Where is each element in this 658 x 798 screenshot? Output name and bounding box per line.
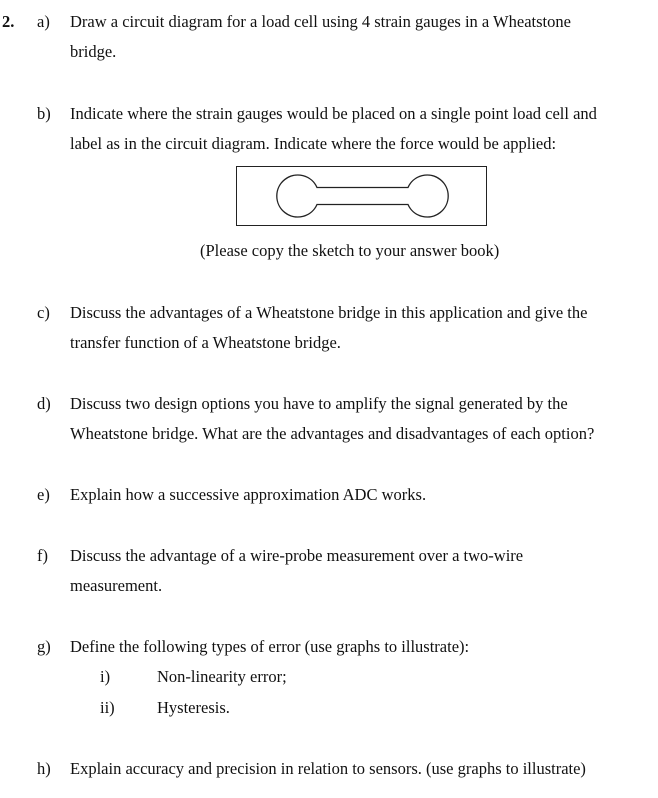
part-h-label: h) (37, 759, 51, 778)
subitem-ii-label: ii) (100, 698, 115, 717)
part-g-line-1: Define the following types of error (use graphs to illustrate): (70, 637, 470, 656)
part-e-label: e) (37, 485, 50, 504)
part-e-line-1: Explain how a successive approximation ADC works. (70, 485, 427, 504)
part-g-label: g) (37, 637, 51, 656)
question-number: 2. (2, 12, 15, 31)
part-f-line-1: Discuss the advantage of a wire-probe measurement over a two-wire (70, 546, 524, 565)
subitem-i-label: i) (100, 667, 111, 686)
part-b-label: b) (37, 104, 51, 123)
load-cell-outline (277, 175, 448, 217)
sketch-caption: (Please copy the sketch to your answer book) (200, 241, 500, 260)
part-a-line-1: Draw a circuit diagram for a load cell using 4 strain gauges in a Wheatstone (70, 12, 571, 31)
part-a-label: a) (37, 12, 50, 31)
part-b-line-2: label as in the circuit diagram. Indicate where the force would be applied: (70, 134, 557, 153)
subitem-i-text: Non-linearity error; (157, 667, 287, 686)
part-b-line-1: Indicate where the strain gauges would be placed on a single point load cell and (70, 104, 597, 123)
part-a-line-2: bridge. (70, 42, 117, 61)
load-cell-sketch (236, 166, 487, 226)
part-d-line-2: Wheatstone bridge. What are the advantages and disadvantages of each option? (70, 424, 595, 443)
part-f-line-2: measurement. (70, 576, 163, 595)
subitem-ii-text: Hysteresis. (157, 698, 230, 717)
part-d-label: d) (37, 394, 51, 413)
part-f-label: f) (37, 546, 48, 565)
part-d-line-1: Discuss two design options you have to amplify the signal generated by the (70, 394, 568, 413)
part-c-line-1: Discuss the advantages of a Wheatstone bridge in this application and give the (70, 303, 588, 322)
part-h-line-1: Explain accuracy and precision in relation to sensors. (use graphs to illustrate) (70, 759, 586, 778)
part-c-label: c) (37, 303, 50, 322)
part-c-line-2: transfer function of a Wheatstone bridge. (70, 333, 341, 352)
